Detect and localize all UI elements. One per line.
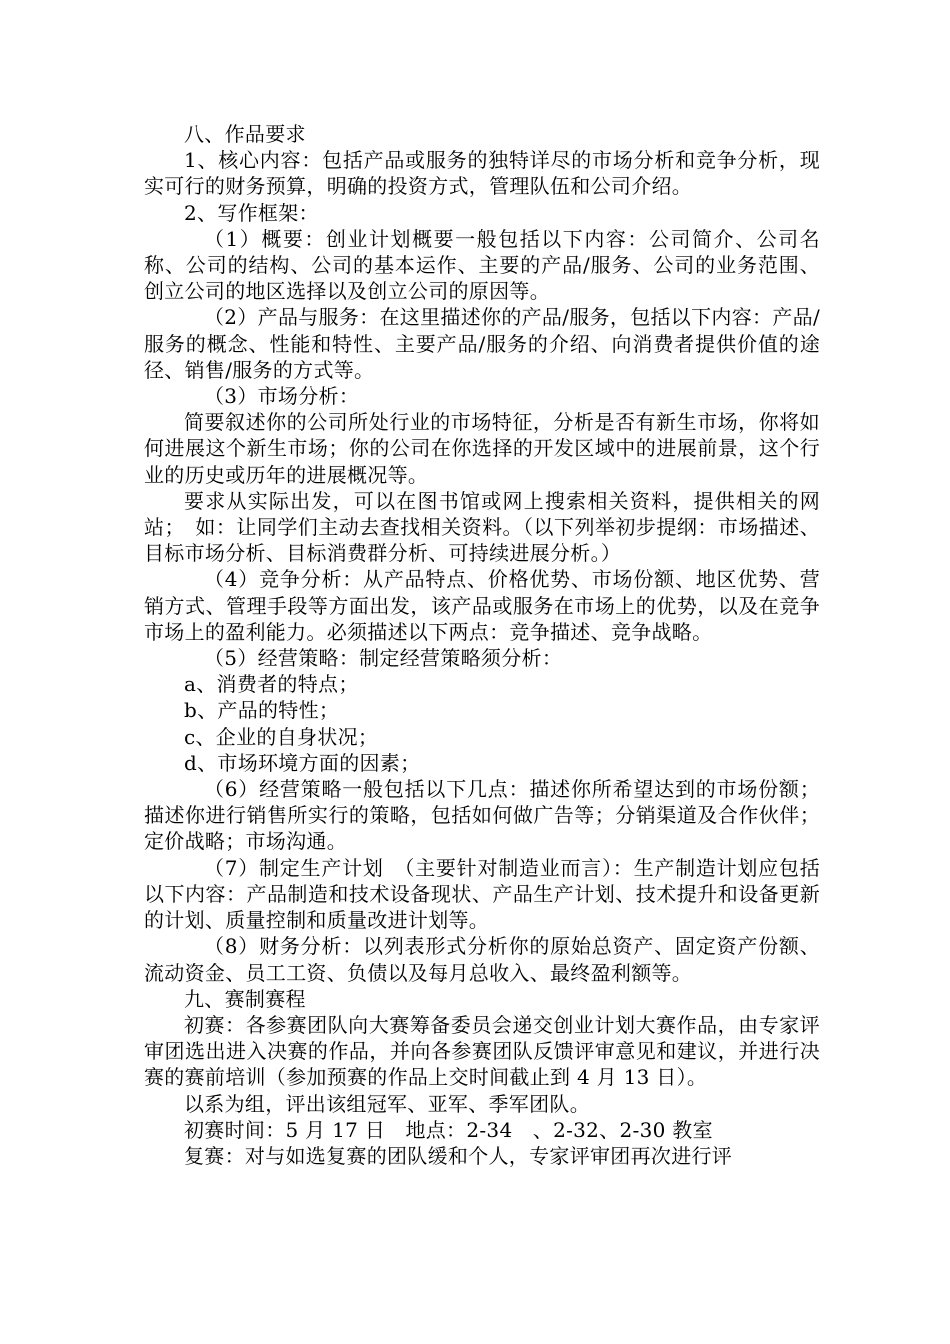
paragraph-group-rule: 以系为组，评出该组冠军、亚军、季军团队。	[184, 1091, 590, 1116]
paragraph-summary: （1）概要：创业计划概要一般包括以下内容：公司简介、公司名称、公司的结构、公司的基本运作、主要的产品/服务、公司的业务范围、创立公司的地区选择以及创立公司的原因等。	[144, 226, 820, 304]
paragraph-sec9-heading: 九、赛制赛程	[184, 986, 306, 1011]
paragraph-framework: 2、写作框架：	[184, 200, 319, 225]
paragraph-semifinal: 复赛：对与如选复赛的团队缓和个人，专家评审团再次进行评	[184, 1143, 733, 1168]
paragraph-item-a: a、消费者的特点；	[184, 672, 359, 697]
paragraph-market-analysis: （3）市场分析：	[204, 384, 360, 409]
paragraph-product-service: （2）产品与服务：在这里描述你的产品/服务，包括以下内容：产品/服务的概念、性能和特性、主要产品/服务的介绍、向消费者提供价值的途径、销售/服务的方式等。	[144, 305, 820, 382]
paragraph-core-content: 1、核心内容：包括产品或服务的独特详尽的市场分析和竞争分析，现实可行的财务预算，明确的投资方式，管理队伍和公司介绍。	[144, 148, 820, 199]
paragraph-finance: （8）财务分析：以列表形式分析你的原始总资产、固定资产份额、流动资金、员工工资、负债以及每月总收入、最终盈利额等。	[144, 934, 820, 985]
paragraph-production-plan: （7）制定生产计划 （主要针对制造业而言）：生产制造计划应包括以下内容：产品制造和技术设备现状、产品生产计划、技术提升和设备更新的计划、质量控制和质量改进计划等。	[144, 855, 820, 933]
paragraph-competition: （4）竞争分析：从产品特点、价格优势、市场份额、地区优势、营销方式、管理手段等方面出发，该产品或服务在市场上的优势，以及在竞争市场上的盈利能力。必须描述以下两点：竞争描述、竞争战略。	[144, 567, 820, 644]
document-body	[144, 121, 820, 1169]
paragraph-item-c: c、企业的自身状况；	[184, 724, 379, 749]
paragraph-preliminary: 初赛：各参赛团队向大赛筹备委员会递交创业计划大赛作品，由专家评审团选出进入决赛的作品，并向各参赛团队反馈评审意见和建议，并进行决赛的赛前培训（参加预赛的作品上交时间截止到 4 月 13 日）。	[144, 1012, 820, 1090]
paragraph-market-requirement: 要求从实际出发，可以在图书馆或网上搜索相关资料，提供相关的网站； 如：让同学们主动去查找相关资料。（以下列举初步提纲：市场描述、目标市场分析、目标消费群分析、可持续进展分析。）	[144, 488, 820, 566]
paragraph-market-brief: 简要叙述你的公司所处行业的市场特征，分析是否有新生市场，你将如何进展这个新生市场；你的公司在你选择的开发区域中的进展前景，这个行业的历史或历年的进展概况等。	[144, 410, 820, 487]
paragraph-prelim-time: 初赛时间：5 月 17 日 地点：2-34 、2-32、2-30 教室	[184, 1117, 713, 1142]
paragraph-item-d: d、市场环境方面的因素；	[184, 750, 421, 775]
paragraph-sec8-heading: 八、作品要求	[184, 122, 306, 146]
paragraph-item-b: b、产品的特性；	[184, 698, 340, 723]
paragraph-strategy-points: （6）经营策略一般包括以下几点：描述你所希望达到的市场份额；描述你进行销售所实行的策略，包括如何做广告等；分销渠道及合作伙伴；定价战略；市场沟通。	[144, 777, 820, 854]
paragraph-strategy: （5）经营策略：制定经营策略须分析：	[204, 646, 563, 671]
